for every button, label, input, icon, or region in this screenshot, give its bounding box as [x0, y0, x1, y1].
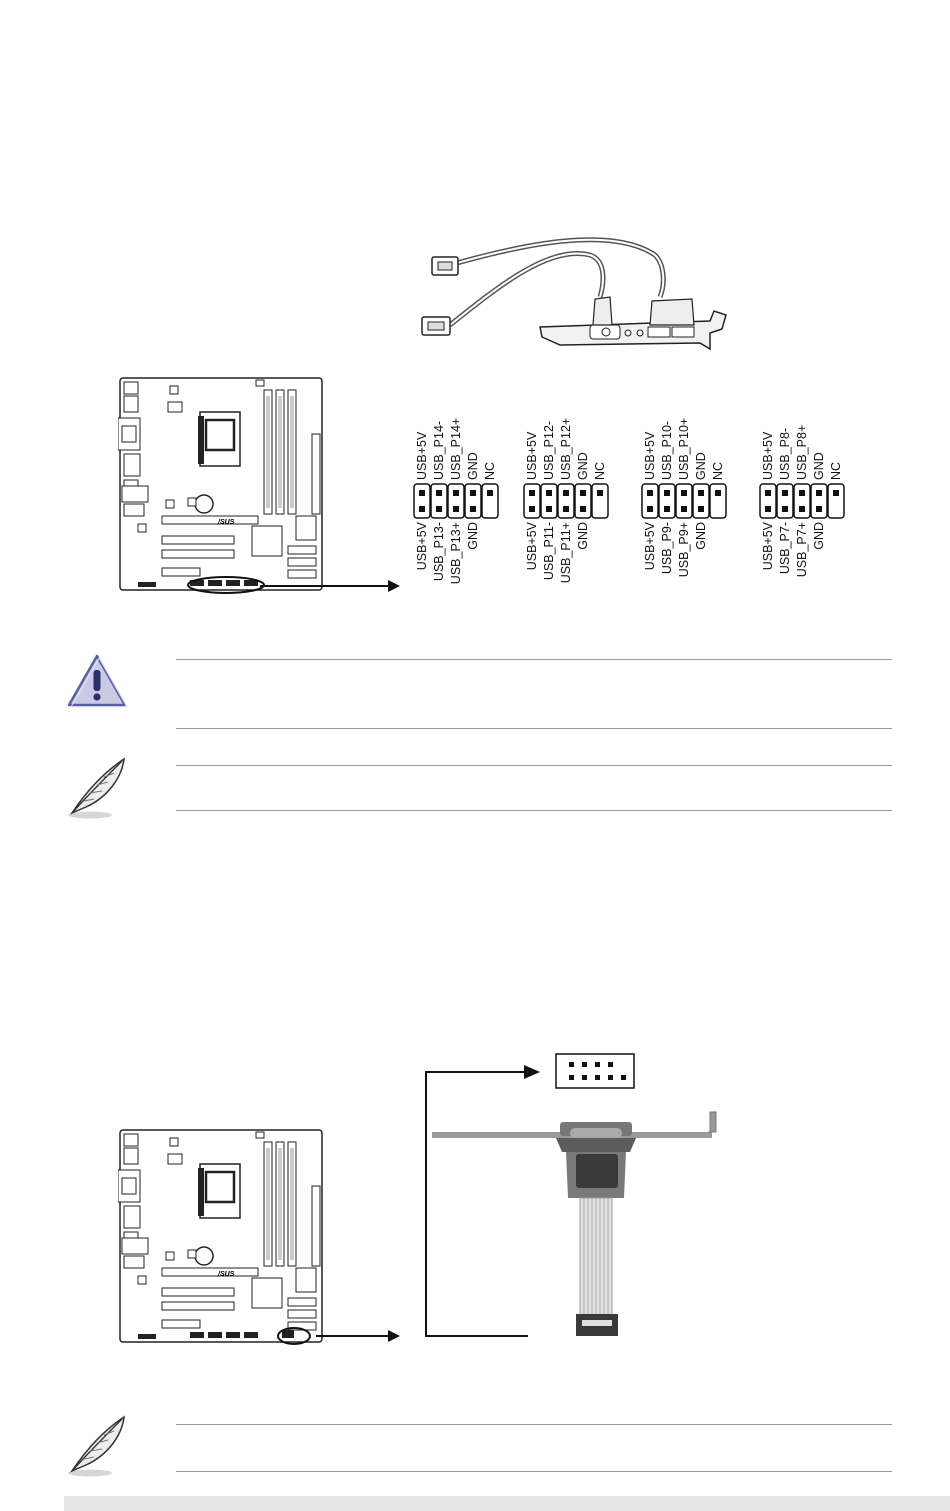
pin-top-1: USB+5V	[761, 431, 775, 480]
pin-bottom-2: USB_P13-	[432, 522, 446, 582]
pin-bottom-4: GND	[812, 522, 826, 550]
pin-bottom-2: USB_P11-	[542, 522, 556, 581]
pin-top-3: USB_P14+	[449, 417, 463, 480]
caution-rule-top	[176, 659, 892, 660]
pin-bottom-1: USB+5V	[761, 522, 775, 571]
usb-header-4	[752, 400, 852, 600]
pin-top-5: NC	[829, 461, 843, 480]
pin-bottom-4: GND	[694, 522, 708, 550]
note-rule-bottom	[176, 810, 892, 811]
usb-header-3	[634, 400, 734, 600]
note2-rule-top	[176, 1424, 892, 1425]
pin-top-4: GND	[812, 452, 826, 480]
warning-triangle-icon	[66, 653, 128, 709]
pin-top-2: USB_P10-	[660, 420, 674, 480]
pin-top-3: USB_P10+	[677, 417, 691, 480]
com-bracket-illustration	[420, 1048, 730, 1346]
board-logo: /SUS	[218, 1271, 235, 1278]
pointer-arrow	[316, 1328, 400, 1344]
pin-top-2: USB_P12-	[542, 420, 556, 480]
usb-header-2	[516, 400, 616, 600]
pin-bottom-3: USB_P11+	[559, 522, 573, 584]
pointer-arrow	[260, 578, 400, 594]
pin-bottom-3: USB_P9+	[677, 522, 691, 578]
pin-bottom-1: USB+5V	[415, 522, 429, 571]
feather-quill-icon	[64, 755, 132, 821]
pin-bottom-1: USB+5V	[643, 522, 657, 571]
page-bottom-band	[64, 1496, 950, 1511]
pin-bottom-1: USB+5V	[525, 522, 539, 571]
pin-top-1: USB+5V	[643, 431, 657, 480]
note2-rule-bottom	[176, 1471, 892, 1472]
usb-bracket-cable-illustration	[410, 225, 740, 355]
pin-bottom-2: USB_P7-	[778, 522, 792, 575]
pin-top-1: USB+5V	[525, 431, 539, 480]
pin-top-4: GND	[694, 452, 708, 480]
pin-bottom-2: USB_P9-	[660, 522, 674, 575]
caution-rule-bottom	[176, 728, 892, 729]
pin-top-5: NC	[711, 461, 725, 480]
pin-top-3: USB_P8+	[795, 424, 809, 480]
motherboard-diagram-com	[118, 1128, 328, 1350]
pin-top-2: USB_P14-	[432, 420, 446, 480]
pin-top-3: USB_P12+	[559, 417, 573, 480]
pin-bottom-3: USB_P7+	[795, 522, 809, 578]
usb-header-1	[406, 400, 506, 600]
pin-top-4: GND	[576, 452, 590, 480]
feather-quill-icon	[64, 1413, 132, 1479]
pin-top-2: USB_P8-	[778, 427, 792, 480]
pin-top-4: GND	[466, 452, 480, 480]
board-logo: /SUS	[218, 519, 235, 526]
note-rule-top	[176, 765, 892, 766]
pin-bottom-3: USB_P13+	[449, 522, 463, 585]
motherboard-diagram-usb	[118, 376, 328, 598]
pin-bottom-4: GND	[576, 522, 590, 550]
pin-bottom-4: GND	[466, 522, 480, 550]
pin-top-5: NC	[593, 461, 607, 480]
pin-top-5: NC	[483, 461, 497, 480]
pin-top-1: USB+5V	[415, 431, 429, 480]
